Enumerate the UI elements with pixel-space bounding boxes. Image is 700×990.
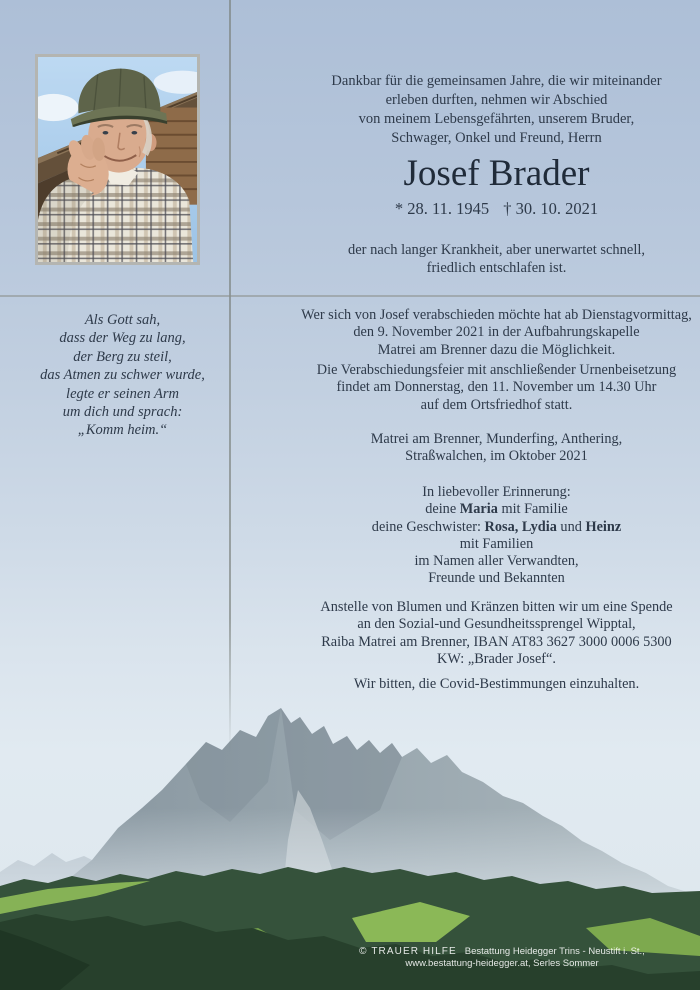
memory-line: Freunde und Bekannten	[428, 570, 565, 587]
memory-line: In liebevoller Erinnerung:	[422, 484, 571, 500]
poem-line: dass der Weg zu lang,	[59, 330, 186, 347]
memory-line: deine Maria mit Familie	[425, 501, 568, 518]
intro-line: von meinem Lebensgefährten, unserem Bruder,	[358, 111, 635, 127]
mourners-list	[292, 484, 700, 588]
divider-horizontal	[0, 295, 700, 297]
portrait-illustration	[38, 57, 197, 262]
poem-line: um dich und sprach:	[62, 404, 183, 421]
viewing-info: Wer sich von Josef verabschieden möchte hat ab Dienstagvormittag, den 9. November 2021 in der Aufbahrungskapelle Matrei am Brenner dazu die Möglichkeit.	[301, 307, 692, 358]
covid-note: Wir bitten, die Covid-Bestimmungen einzuhalten.	[353, 676, 640, 692]
poem-line: das Atmen zu schwer wurde,	[40, 367, 205, 384]
trauerhilfe-logo: © TRAUER HILFE	[359, 946, 457, 957]
mountain-landscape-photo	[0, 690, 700, 990]
birth-date: * 28. 11. 1945	[394, 199, 490, 218]
poem-line: „Komm heim.“	[77, 422, 168, 439]
footer-line-2: www.bestattung-heidegger.at, Serles Sommer	[405, 958, 599, 969]
intro-line: Dankbar für die gemeinsamen Jahre, die wir miteinander	[331, 73, 662, 89]
places-line: Matrei am Brenner, Munderfing, Anthering, Straßwalchen, im Oktober 2021	[370, 431, 623, 465]
deceased-name: Josef Brader	[403, 153, 590, 194]
poem-line: Als Gott sah,	[84, 312, 161, 328]
intro-line: Schwager, Onkel und Freund, Herrn	[391, 130, 602, 146]
intro-text	[292, 72, 700, 148]
memory-line: mit Familien	[459, 535, 534, 552]
footer-line-1	[292, 946, 700, 958]
memory-line: im Namen aller Verwandten,	[414, 553, 579, 570]
poem-line: der Berg zu steil,	[73, 348, 172, 365]
farewell-ceremony-info: Die Verabschiedungsfeier mit anschließender Urnenbeisetzung findet am Donnerstag, den 11. November um 14.30 Uhr auf dem Ortsfriedhof statt.	[316, 362, 677, 413]
memory-line: deine Geschwister: Rosa, Lydia und Heinz	[371, 518, 622, 535]
funeral-home-footer	[292, 946, 700, 970]
death-circumstance-text: der nach langer Krankheit, aber unerwartet schnell, friedlich entschlafen ist.	[347, 242, 646, 276]
funeral-home-name: Bestattung Heidegger Trins - Neustift i. St.,	[464, 946, 645, 957]
death-date: † 30. 10. 2021	[503, 199, 599, 218]
poem-line: legte er seinen Arm	[66, 385, 179, 402]
intro-line: erleben durften, nehmen wir Abschied	[385, 92, 608, 108]
life-dates	[292, 199, 700, 219]
donation-info: Anstelle von Blumen und Kränzen bitten wir um eine Spende an den Sozial-und Gesundheitssprengel Wipptal, Raiba Matrei am Brenner, IBAN AT83 3627 3000 0006 5300 KW: „Brader Josef“.	[320, 599, 673, 667]
portrait-photo	[35, 54, 200, 265]
memorial-poem	[0, 311, 245, 440]
